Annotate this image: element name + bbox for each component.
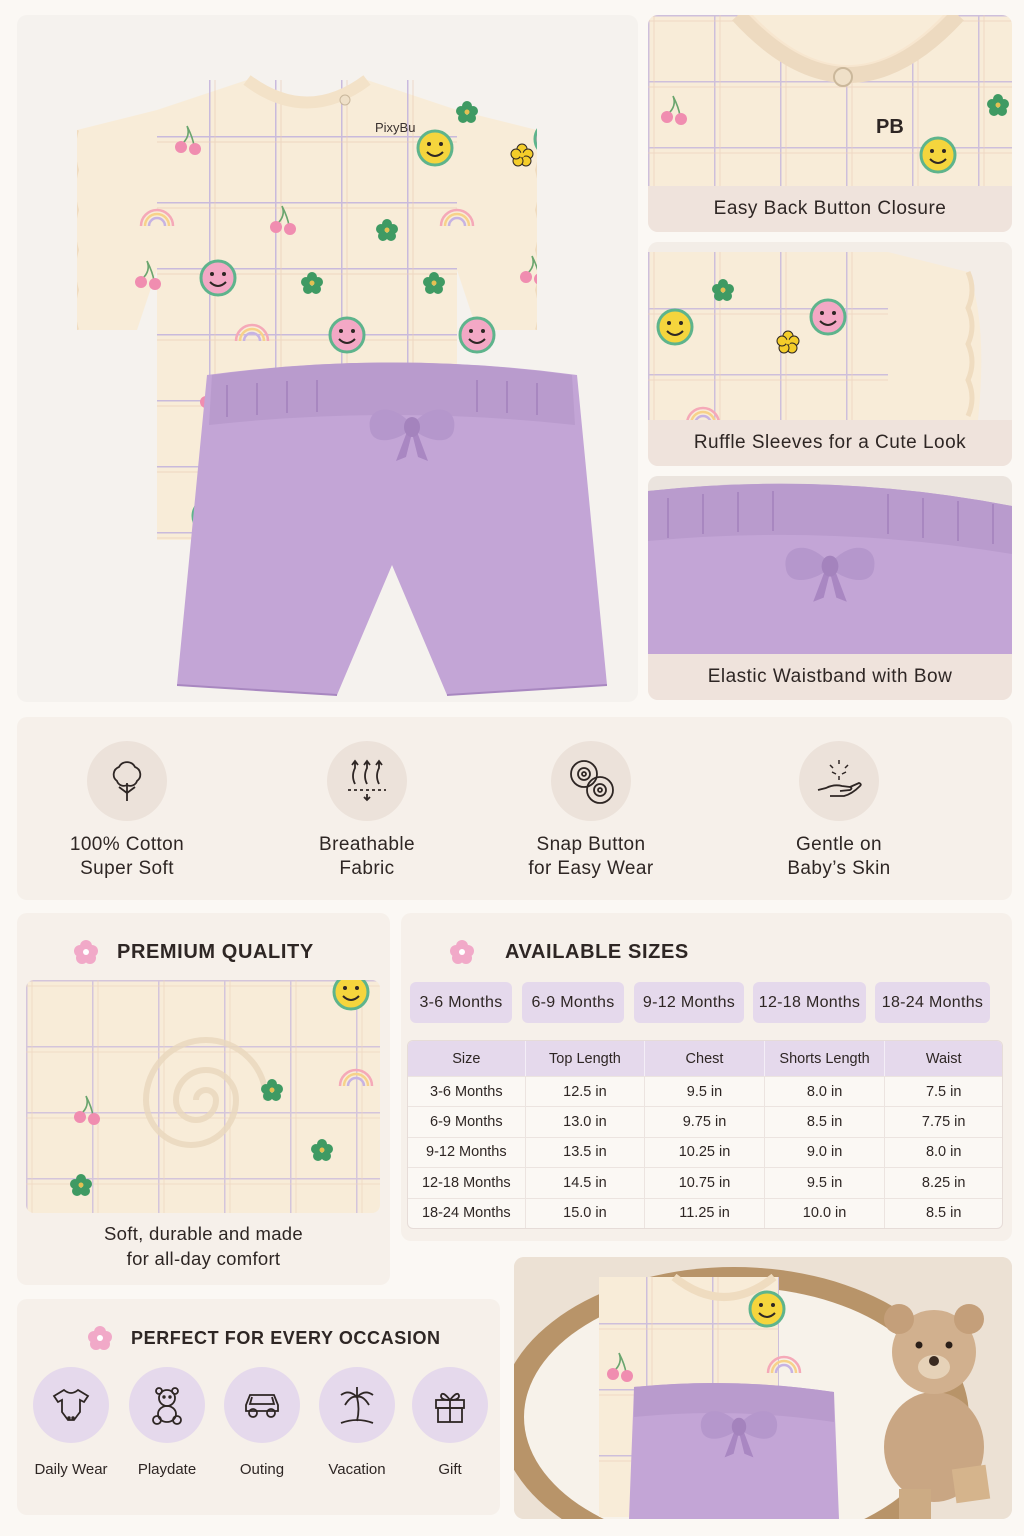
closeup-button-closure (648, 15, 1012, 232)
cotton-plant-icon (87, 741, 167, 821)
feature-snap-button (481, 741, 701, 881)
column-header: Size (408, 1041, 526, 1076)
table-cell: 9.75 in (645, 1106, 765, 1136)
closeup-caption: Elastic Waistband with Bow (648, 654, 1012, 700)
table-cell: 9.5 in (765, 1167, 886, 1197)
table-cell: 13.0 in (526, 1106, 646, 1136)
table-cell: 8.5 in (885, 1198, 1002, 1228)
table-row (408, 1076, 1002, 1106)
table-cell: 12-18 Months (408, 1167, 526, 1197)
closeup-ruffle-sleeves (648, 242, 1012, 466)
occasion-label: Vacation (328, 1461, 386, 1478)
column-header: Shorts Length (765, 1041, 886, 1076)
feature-gentle (729, 741, 949, 881)
occasion-outing (222, 1367, 302, 1478)
features-panel (17, 717, 1012, 900)
table-row (408, 1106, 1002, 1136)
onesie-icon (33, 1367, 109, 1443)
closeup-caption: Easy Back Button Closure (648, 186, 1012, 232)
feature-line1: 100% Cotton (69, 834, 185, 855)
size-option[interactable]: 12-18 Months (753, 982, 866, 1023)
occasion-vacation (317, 1367, 397, 1478)
closeup-sleeve-image (648, 242, 1012, 420)
feature-line1: Breathable (319, 834, 415, 855)
breathable-arrows-icon (327, 741, 407, 821)
feature-line1: Gentle on (796, 834, 882, 855)
table-cell: 14.5 in (526, 1167, 646, 1197)
occasion-label: Playdate (137, 1461, 197, 1478)
table-cell: 10.25 in (645, 1137, 765, 1167)
occasion-label: Outing (239, 1461, 285, 1478)
fabric-swirl-image (26, 980, 380, 1213)
size-option[interactable]: 9-12 Months (634, 982, 744, 1023)
lifestyle-basket-image (514, 1257, 1012, 1519)
occasion-label: Daily Wear (34, 1461, 108, 1478)
feature-cotton (17, 741, 237, 881)
premium-title: PREMIUM QUALITY (117, 940, 314, 963)
size-option[interactable]: 18-24 Months (875, 982, 990, 1023)
feature-line2: Fabric (339, 858, 395, 879)
table-cell: 10.0 in (765, 1198, 886, 1228)
car-icon (224, 1367, 300, 1443)
table-cell: 9-12 Months (408, 1137, 526, 1167)
gift-icon (412, 1367, 488, 1443)
column-header: Top Length (526, 1041, 646, 1076)
occasion-title-row (87, 1325, 441, 1351)
table-cell: 11.25 in (645, 1198, 765, 1228)
closeup-neckline-image (648, 15, 1012, 187)
flower-icon (73, 939, 99, 965)
shorts-illustration (177, 355, 607, 702)
table-cell: 6-9 Months (408, 1106, 526, 1136)
closeup-waistband (648, 476, 1012, 700)
feature-line2: Baby’s Skin (787, 858, 891, 879)
closeup-caption: Ruffle Sleeves for a Cute Look (648, 420, 1012, 466)
table-row (408, 1198, 1002, 1228)
size-option[interactable]: 3-6 Months (410, 982, 512, 1023)
table-row (408, 1167, 1002, 1197)
sizes-title-row (449, 939, 689, 965)
size-option[interactable]: 6-9 Months (522, 982, 624, 1023)
occasion-label: Gift (438, 1461, 462, 1478)
premium-line1: Soft, durable and made (104, 1223, 303, 1244)
table-cell: 9.5 in (645, 1076, 765, 1106)
table-cell: 8.5 in (765, 1106, 886, 1136)
column-header: Waist (885, 1041, 1002, 1076)
premium-quality-panel (17, 913, 390, 1285)
snap-button-icon (551, 741, 631, 821)
feature-line1: Snap Button (536, 834, 646, 855)
table-cell: 12.5 in (526, 1076, 646, 1106)
table-cell: 18-24 Months (408, 1198, 526, 1228)
table-cell: 9.0 in (765, 1137, 886, 1167)
shirt-brand-label: PixyBu (375, 120, 416, 135)
closeup-brand-monogram: PB (876, 116, 904, 138)
sizes-title: AVAILABLE SIZES (505, 940, 689, 963)
table-cell: 8.25 in (885, 1167, 1002, 1197)
teddy-bear-icon (129, 1367, 205, 1443)
occasion-playdate (127, 1367, 207, 1478)
occasion-gift (410, 1367, 490, 1478)
premium-line2: for all-day comfort (126, 1248, 281, 1269)
available-sizes-panel (401, 913, 1012, 1241)
flower-icon (87, 1325, 113, 1351)
table-cell: 8.0 in (885, 1137, 1002, 1167)
column-header: Chest (645, 1041, 765, 1076)
occasion-daily-wear (31, 1367, 111, 1478)
feature-line2: Super Soft (80, 858, 174, 879)
occasion-title: PERFECT FOR EVERY OCCASION (131, 1327, 441, 1348)
table-cell: 15.0 in (526, 1198, 646, 1228)
occasion-panel (17, 1299, 500, 1515)
table-row (408, 1137, 1002, 1167)
table-cell: 10.75 in (645, 1167, 765, 1197)
feature-breathable (257, 741, 477, 881)
table-cell: 3-6 Months (408, 1076, 526, 1106)
flower-icon (449, 939, 475, 965)
feature-line2: for Easy Wear (528, 858, 654, 879)
table-header-row (408, 1041, 1002, 1076)
closeup-waistband-image (648, 476, 1012, 654)
premium-title-row (73, 939, 314, 965)
size-chart-table (407, 1040, 1003, 1229)
table-cell: 13.5 in (526, 1137, 646, 1167)
table-cell: 7.75 in (885, 1106, 1002, 1136)
product-hero-image (17, 15, 638, 702)
palm-tree-icon (319, 1367, 395, 1443)
hand-soft-icon (799, 741, 879, 821)
table-cell: 8.0 in (765, 1076, 886, 1106)
table-cell: 7.5 in (885, 1076, 1002, 1106)
